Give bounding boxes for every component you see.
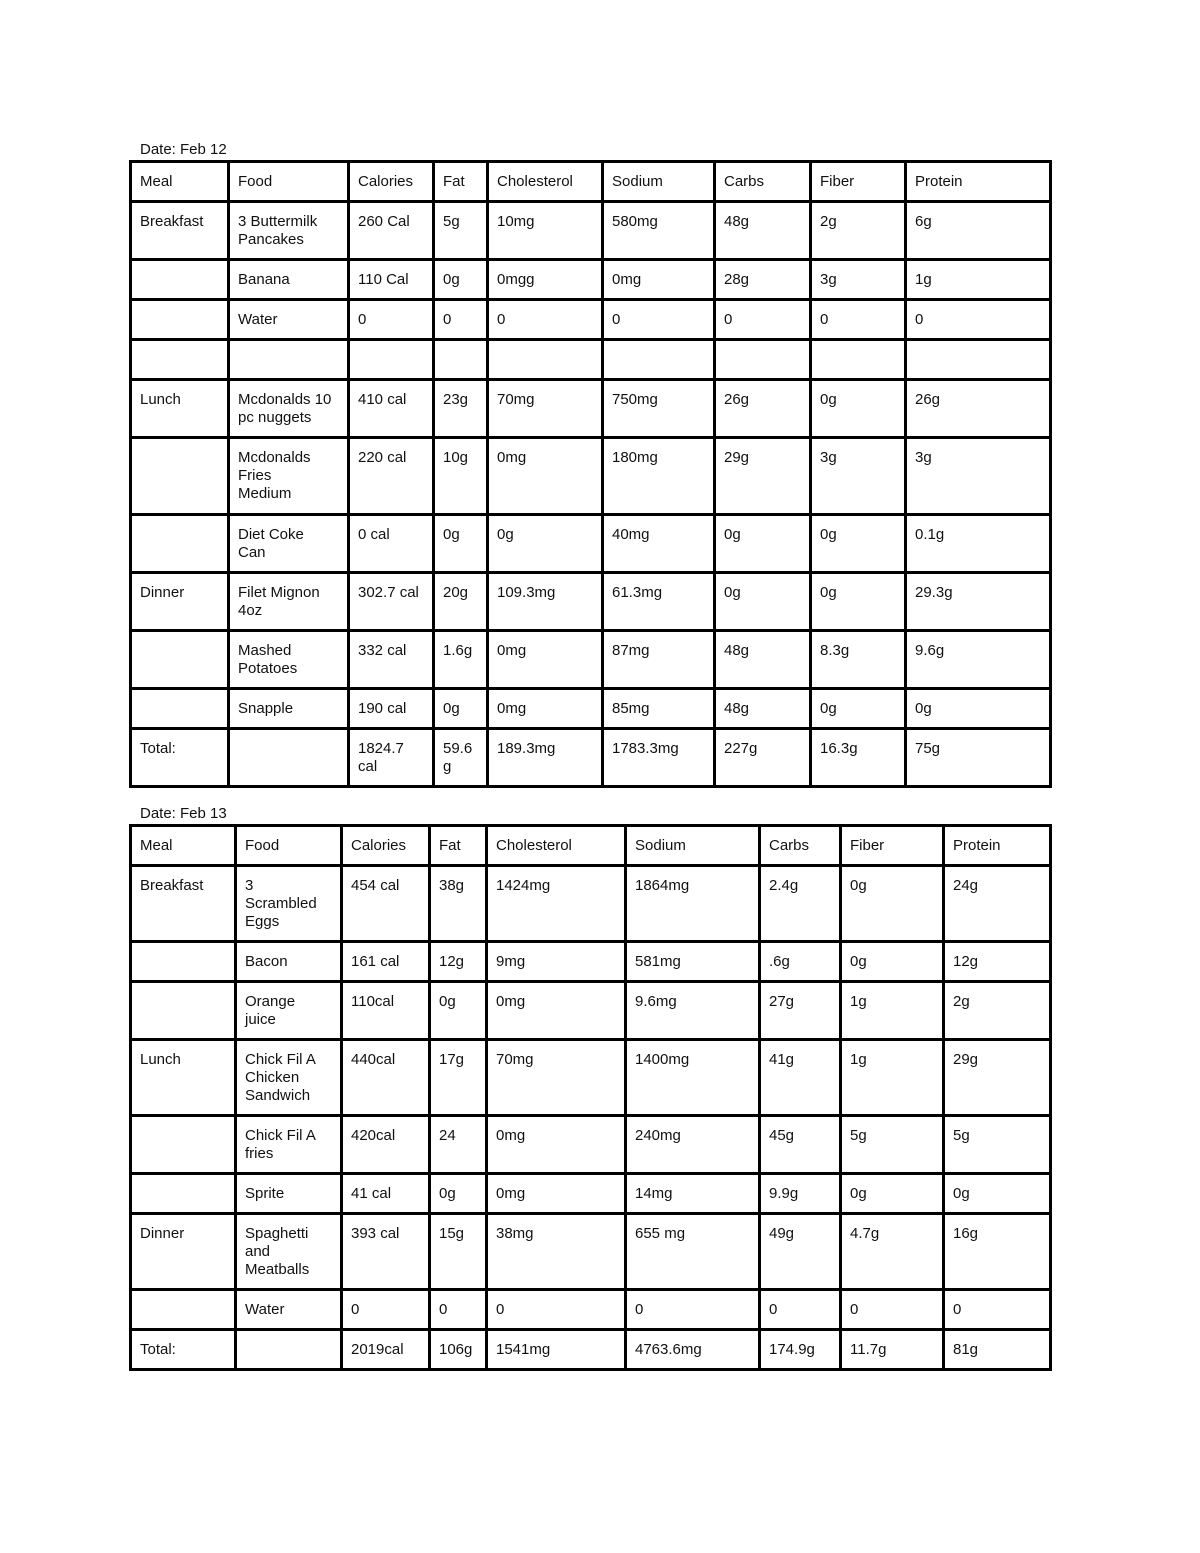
table-cell: 0 — [760, 1290, 841, 1330]
table-cell: 0 — [841, 1290, 944, 1330]
table-cell: Diet Coke Can — [229, 515, 349, 573]
table-cell: 0g — [944, 1174, 1051, 1214]
table-row — [131, 438, 1051, 515]
column-header: Fat — [430, 826, 487, 866]
table-cell: 655 mg — [626, 1214, 760, 1290]
table-cell: Total: — [131, 729, 229, 787]
table-cell: Total: — [131, 1330, 236, 1370]
table-cell: 580mg — [603, 202, 715, 260]
table-cell: 29g — [944, 1040, 1051, 1116]
table-cell: 0g — [434, 689, 488, 729]
table-cell: 0g — [841, 1174, 944, 1214]
table-cell: 23g — [434, 380, 488, 438]
column-header: Fat — [434, 162, 488, 202]
table-cell: 0 — [488, 300, 603, 340]
table-cell: 0mg — [488, 689, 603, 729]
table-cell: 2.4g — [760, 866, 841, 942]
table-cell: 0g — [841, 942, 944, 982]
table-cell: Dinner — [131, 573, 229, 631]
table-cell: 2g — [944, 982, 1051, 1040]
table-row — [131, 689, 1051, 729]
table-cell: 420cal — [342, 1116, 430, 1174]
table-cell: 38mg — [487, 1214, 626, 1290]
table-cell — [906, 340, 1051, 380]
table-cell: 0g — [434, 260, 488, 300]
table-cell — [236, 1330, 342, 1370]
table-cell: 0g — [430, 982, 487, 1040]
table-cell: 16g — [944, 1214, 1051, 1290]
table-cell: 8.3g — [811, 631, 906, 689]
table-cell: 9.6mg — [626, 982, 760, 1040]
table-cell: 85mg — [603, 689, 715, 729]
table-cell: 227g — [715, 729, 811, 787]
table-cell: 26g — [715, 380, 811, 438]
table-cell: 0mgg — [488, 260, 603, 300]
table-cell: 14mg — [626, 1174, 760, 1214]
table-cell: 26g — [906, 380, 1051, 438]
table-cell: 49g — [760, 1214, 841, 1290]
table-cell: 0 — [944, 1290, 1051, 1330]
table-row — [131, 942, 1051, 982]
table-cell: Spaghetti and Meatballs — [236, 1214, 342, 1290]
table-cell: 0mg — [487, 982, 626, 1040]
table-cell: 0g — [715, 573, 811, 631]
column-header: Carbs — [715, 162, 811, 202]
table-cell: 0g — [906, 689, 1051, 729]
table-cell: 0 — [430, 1290, 487, 1330]
table-row — [131, 866, 1051, 942]
table-cell: 29.3g — [906, 573, 1051, 631]
table-cell: 106g — [430, 1330, 487, 1370]
table-cell: Chick Fil A fries — [236, 1116, 342, 1174]
table-row — [131, 631, 1051, 689]
table-cell: 10mg — [488, 202, 603, 260]
table-cell: 45g — [760, 1116, 841, 1174]
table-cell: 110cal — [342, 982, 430, 1040]
table-cell: Breakfast — [131, 866, 236, 942]
table-cell — [131, 515, 229, 573]
column-header: Food — [229, 162, 349, 202]
table-cell: 1824.7 cal — [349, 729, 434, 787]
table-cell: 12g — [430, 942, 487, 982]
table-cell: 1541mg — [487, 1330, 626, 1370]
table-cell: 0 — [434, 300, 488, 340]
table-cell: 59.6 g — [434, 729, 488, 787]
table-cell: Lunch — [131, 380, 229, 438]
column-header: Meal — [131, 162, 229, 202]
table-cell: 3 Scrambled Eggs — [236, 866, 342, 942]
table-cell: 11.7g — [841, 1330, 944, 1370]
table-cell: 1g — [841, 982, 944, 1040]
table-row — [131, 202, 1051, 260]
table-cell: 0.1g — [906, 515, 1051, 573]
column-header: Protein — [906, 162, 1051, 202]
table-cell: 0 — [715, 300, 811, 340]
table-cell: 3 Buttermilk Pancakes — [229, 202, 349, 260]
table-row — [131, 1174, 1051, 1214]
table-row — [131, 1116, 1051, 1174]
column-header: Calories — [349, 162, 434, 202]
table-cell: 16.3g — [811, 729, 906, 787]
table-cell: 0 — [906, 300, 1051, 340]
table-row — [131, 1040, 1051, 1116]
table-cell: 161 cal — [342, 942, 430, 982]
table-cell: 1783.3mg — [603, 729, 715, 787]
table-cell: 0 — [626, 1290, 760, 1330]
table-cell: 24 — [430, 1116, 487, 1174]
table-cell: 41g — [760, 1040, 841, 1116]
table-cell — [131, 260, 229, 300]
table-cell: Water — [229, 300, 349, 340]
table-cell: 174.9g — [760, 1330, 841, 1370]
header-row — [131, 826, 1051, 866]
table-cell: 189.3mg — [488, 729, 603, 787]
table-cell: 0g — [811, 689, 906, 729]
table-cell: 2g — [811, 202, 906, 260]
table-cell — [715, 340, 811, 380]
table-cell: 0 — [603, 300, 715, 340]
table-cell: Lunch — [131, 1040, 236, 1116]
table-cell: 0g — [811, 380, 906, 438]
table-cell: Snapple — [229, 689, 349, 729]
table-cell: 110 Cal — [349, 260, 434, 300]
date-label-day1: Date: Feb 12 — [140, 141, 227, 158]
table-cell: Mashed Potatoes — [229, 631, 349, 689]
table-cell: 48g — [715, 689, 811, 729]
table-cell: 0 — [487, 1290, 626, 1330]
table-row — [131, 340, 1051, 380]
table-row — [131, 573, 1051, 631]
table-cell: 1g — [906, 260, 1051, 300]
table-cell: 0g — [811, 515, 906, 573]
table-cell: 0mg — [603, 260, 715, 300]
table-cell: 220 cal — [349, 438, 434, 515]
table-cell: 15g — [430, 1214, 487, 1290]
column-header: Fiber — [811, 162, 906, 202]
table-cell: 70mg — [487, 1040, 626, 1116]
table-cell: 41 cal — [342, 1174, 430, 1214]
table-cell: 0g — [811, 573, 906, 631]
table-cell: Breakfast — [131, 202, 229, 260]
table-cell: 0g — [430, 1174, 487, 1214]
table-cell: 750mg — [603, 380, 715, 438]
table-cell: 9.9g — [760, 1174, 841, 1214]
table-cell: 440cal — [342, 1040, 430, 1116]
nutrition-table-day1 — [129, 160, 1052, 788]
table-row — [131, 300, 1051, 340]
table-cell: Filet Mignon 4oz — [229, 573, 349, 631]
table-cell — [229, 729, 349, 787]
table-row — [131, 260, 1051, 300]
table-cell: Dinner — [131, 1214, 236, 1290]
date-label-day2: Date: Feb 13 — [140, 805, 227, 822]
table-cell: Bacon — [236, 942, 342, 982]
table-cell: 5g — [841, 1116, 944, 1174]
table-cell — [131, 1116, 236, 1174]
table-cell: 3g — [811, 438, 906, 515]
column-header: Cholesterol — [488, 162, 603, 202]
table-cell — [434, 340, 488, 380]
table-cell: 2019cal — [342, 1330, 430, 1370]
column-header: Food — [236, 826, 342, 866]
table-cell: 3g — [811, 260, 906, 300]
table-cell: 393 cal — [342, 1214, 430, 1290]
table-cell: 4763.6mg — [626, 1330, 760, 1370]
column-header: Meal — [131, 826, 236, 866]
column-header: Fiber — [841, 826, 944, 866]
table-cell: 332 cal — [349, 631, 434, 689]
table-cell: 4.7g — [841, 1214, 944, 1290]
table-cell: Water — [236, 1290, 342, 1330]
table-cell: 0mg — [487, 1116, 626, 1174]
table-row — [131, 515, 1051, 573]
table-row — [131, 1330, 1051, 1370]
table-cell: 0g — [841, 866, 944, 942]
table-cell: 28g — [715, 260, 811, 300]
table-cell: 0 — [342, 1290, 430, 1330]
table-cell: 1.6g — [434, 631, 488, 689]
table-cell — [229, 340, 349, 380]
table-cell: Banana — [229, 260, 349, 300]
table-cell: 454 cal — [342, 866, 430, 942]
column-header: Calories — [342, 826, 430, 866]
table-cell: 70mg — [488, 380, 603, 438]
table-cell — [131, 942, 236, 982]
table-cell: 9mg — [487, 942, 626, 982]
column-header: Sodium — [603, 162, 715, 202]
table-cell: 109.3mg — [488, 573, 603, 631]
column-header: Cholesterol — [487, 826, 626, 866]
table-cell: 10g — [434, 438, 488, 515]
table-cell: 0g — [488, 515, 603, 573]
table-cell — [131, 1290, 236, 1330]
table-cell: 0mg — [488, 438, 603, 515]
table-cell: Sprite — [236, 1174, 342, 1214]
table-cell: .6g — [760, 942, 841, 982]
nutrition-table-day2 — [129, 824, 1052, 1371]
table-cell — [131, 1174, 236, 1214]
table-cell: Mcdonalds Fries Medium — [229, 438, 349, 515]
table-cell: 40mg — [603, 515, 715, 573]
table-cell: 0g — [715, 515, 811, 573]
table-cell: 0 — [811, 300, 906, 340]
table-cell: 1424mg — [487, 866, 626, 942]
table-cell: 75g — [906, 729, 1051, 787]
table-cell — [488, 340, 603, 380]
column-header: Protein — [944, 826, 1051, 866]
table-cell: 48g — [715, 202, 811, 260]
table-cell: Mcdonalds 10 pc nuggets — [229, 380, 349, 438]
table-cell — [603, 340, 715, 380]
table-cell — [811, 340, 906, 380]
table-cell: Chick Fil A Chicken Sandwich — [236, 1040, 342, 1116]
table-cell: 0mg — [487, 1174, 626, 1214]
table-cell: 240mg — [626, 1116, 760, 1174]
table-cell: 61.3mg — [603, 573, 715, 631]
table-cell: 24g — [944, 866, 1051, 942]
table-cell: 3g — [906, 438, 1051, 515]
column-header: Sodium — [626, 826, 760, 866]
header-row — [131, 162, 1051, 202]
table-cell — [131, 340, 229, 380]
table-row — [131, 1214, 1051, 1290]
table-cell: 0mg — [488, 631, 603, 689]
table-row — [131, 1290, 1051, 1330]
table-cell: 1400mg — [626, 1040, 760, 1116]
table-cell: 1g — [841, 1040, 944, 1116]
table-cell: 1864mg — [626, 866, 760, 942]
table-row — [131, 729, 1051, 787]
table-cell: 0 cal — [349, 515, 434, 573]
table-cell: 9.6g — [906, 631, 1051, 689]
column-header: Carbs — [760, 826, 841, 866]
table-cell: 17g — [430, 1040, 487, 1116]
table-cell: 180mg — [603, 438, 715, 515]
table-cell: 260 Cal — [349, 202, 434, 260]
table-row — [131, 380, 1051, 438]
table-cell: 302.7 cal — [349, 573, 434, 631]
table-cell: 29g — [715, 438, 811, 515]
table-cell: 38g — [430, 866, 487, 942]
table-cell — [349, 340, 434, 380]
table-cell: 190 cal — [349, 689, 434, 729]
table-cell: 48g — [715, 631, 811, 689]
table-cell: 0g — [434, 515, 488, 573]
table-cell — [131, 689, 229, 729]
table-cell: 81g — [944, 1330, 1051, 1370]
table-cell — [131, 631, 229, 689]
table-cell: 6g — [906, 202, 1051, 260]
table-cell: 20g — [434, 573, 488, 631]
table-cell: 27g — [760, 982, 841, 1040]
table-cell: 5g — [434, 202, 488, 260]
table-cell: 410 cal — [349, 380, 434, 438]
table-cell — [131, 982, 236, 1040]
table-cell: 581mg — [626, 942, 760, 982]
table-row — [131, 982, 1051, 1040]
table-cell: Orange juice — [236, 982, 342, 1040]
table-cell: 5g — [944, 1116, 1051, 1174]
table-cell — [131, 300, 229, 340]
table-cell — [131, 438, 229, 515]
table-cell: 0 — [349, 300, 434, 340]
table-cell: 87mg — [603, 631, 715, 689]
table-cell: 12g — [944, 942, 1051, 982]
